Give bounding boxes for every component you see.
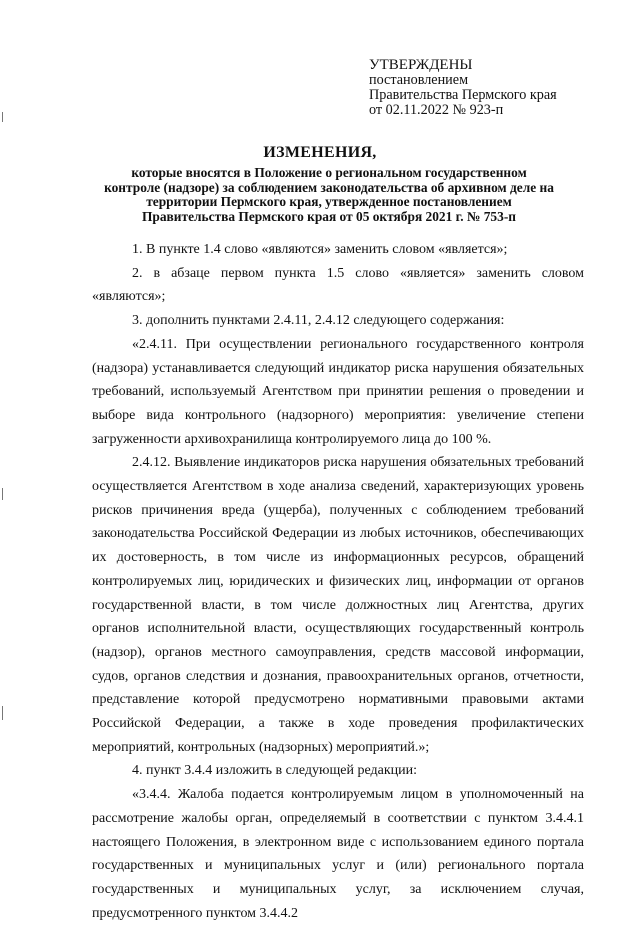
body-paragraph: 4. пункт 3.4.4 изложить в следующей редакции:	[132, 763, 417, 779]
body-paragraph: 2.4.12. Выявление индикаторов риска нарушения обязательных требований осуществляется Агентством в ходе анализа сведений, характеризующих уровень рисков причинения вреда (ущерба), полученных с соблюдением требований законодательства Российской Федерации из любых источников, обеспечивающих их достоверность, в том числе из информационных ресурсов, обращений контролируемых лиц, юридических и физических лиц, информации от органов государственной власти, в том числе должностных лиц Агентства, других органов исполнительной власти, осуществляющих государственный контроль (надзор), органов местного самоуправления, средств массовой информации, судов, органов следствия и дознания, правоохранительных органов, отчетности, представление которой предусмотрено нормативными правовыми актами Российской Федерации, а также в ходе проведения профилактических мероприятий, контрольных (надзорных) мероприятий.»;	[92, 455, 584, 755]
approval-block	[369, 58, 557, 118]
scan-edge-mark	[2, 112, 3, 122]
body-paragraph: «3.4.4. Жалоба подается контролируемым лицом в уполномоченный на рассмотрение жалобы орган, определяемый в соответствии с пунктом 3.4.4.1 настоящего Положения, в электронном виде с использованием единого портала государственных и муниципальных услуг и (или) регионального портала государственных и муниципальных услуг, за исключением случая, предусмотренного пунктом 3.4.4.2	[92, 787, 584, 921]
body-paragraph: 3. дополнить пунктами 2.4.11, 2.4.12 следующего содержания:	[132, 313, 505, 329]
body-paragraph: 1. В пункте 1.4 слово «являются» заменить словом «является»;	[132, 242, 508, 257]
approval-line: Правительства Пермского края	[369, 87, 557, 103]
document-body	[92, 238, 584, 925]
document-title: ИЗМЕНЕНИЯ,	[263, 144, 377, 161]
scan-edge-mark	[2, 488, 3, 500]
body-paragraph: 2. в абзаце первом пункта 1.5 слово «является» заменить словом «являются»;	[92, 265, 584, 305]
approval-heading: УТВЕРЖДЕНЫ	[369, 57, 473, 73]
scan-edge-mark	[2, 706, 3, 720]
document-subtitle: которые вносятся в Положение о региональном государственном контроле (надзоре) за соблюдением законодательства об архивном деле на территории Пермского края, утвержденное постановлением Правительства Пермского края от 05 октября 2021 г. № 753-п	[104, 165, 554, 224]
body-paragraph: «2.4.11. При осуществлении регионального государственного контроля (надзора) устанавливается следующий индикатор риска нарушения обязательных требований, используемый Агентством при принятии решения о проведении и выборе вида контрольного (надзорного) мероприятия: увеличение степени загруженности архивохранилища контролируемого лица до 100 %.	[92, 336, 584, 447]
approval-line: постановлением	[369, 72, 469, 88]
approval-date-number: от 02.11.2022 № 923-п	[369, 102, 504, 118]
